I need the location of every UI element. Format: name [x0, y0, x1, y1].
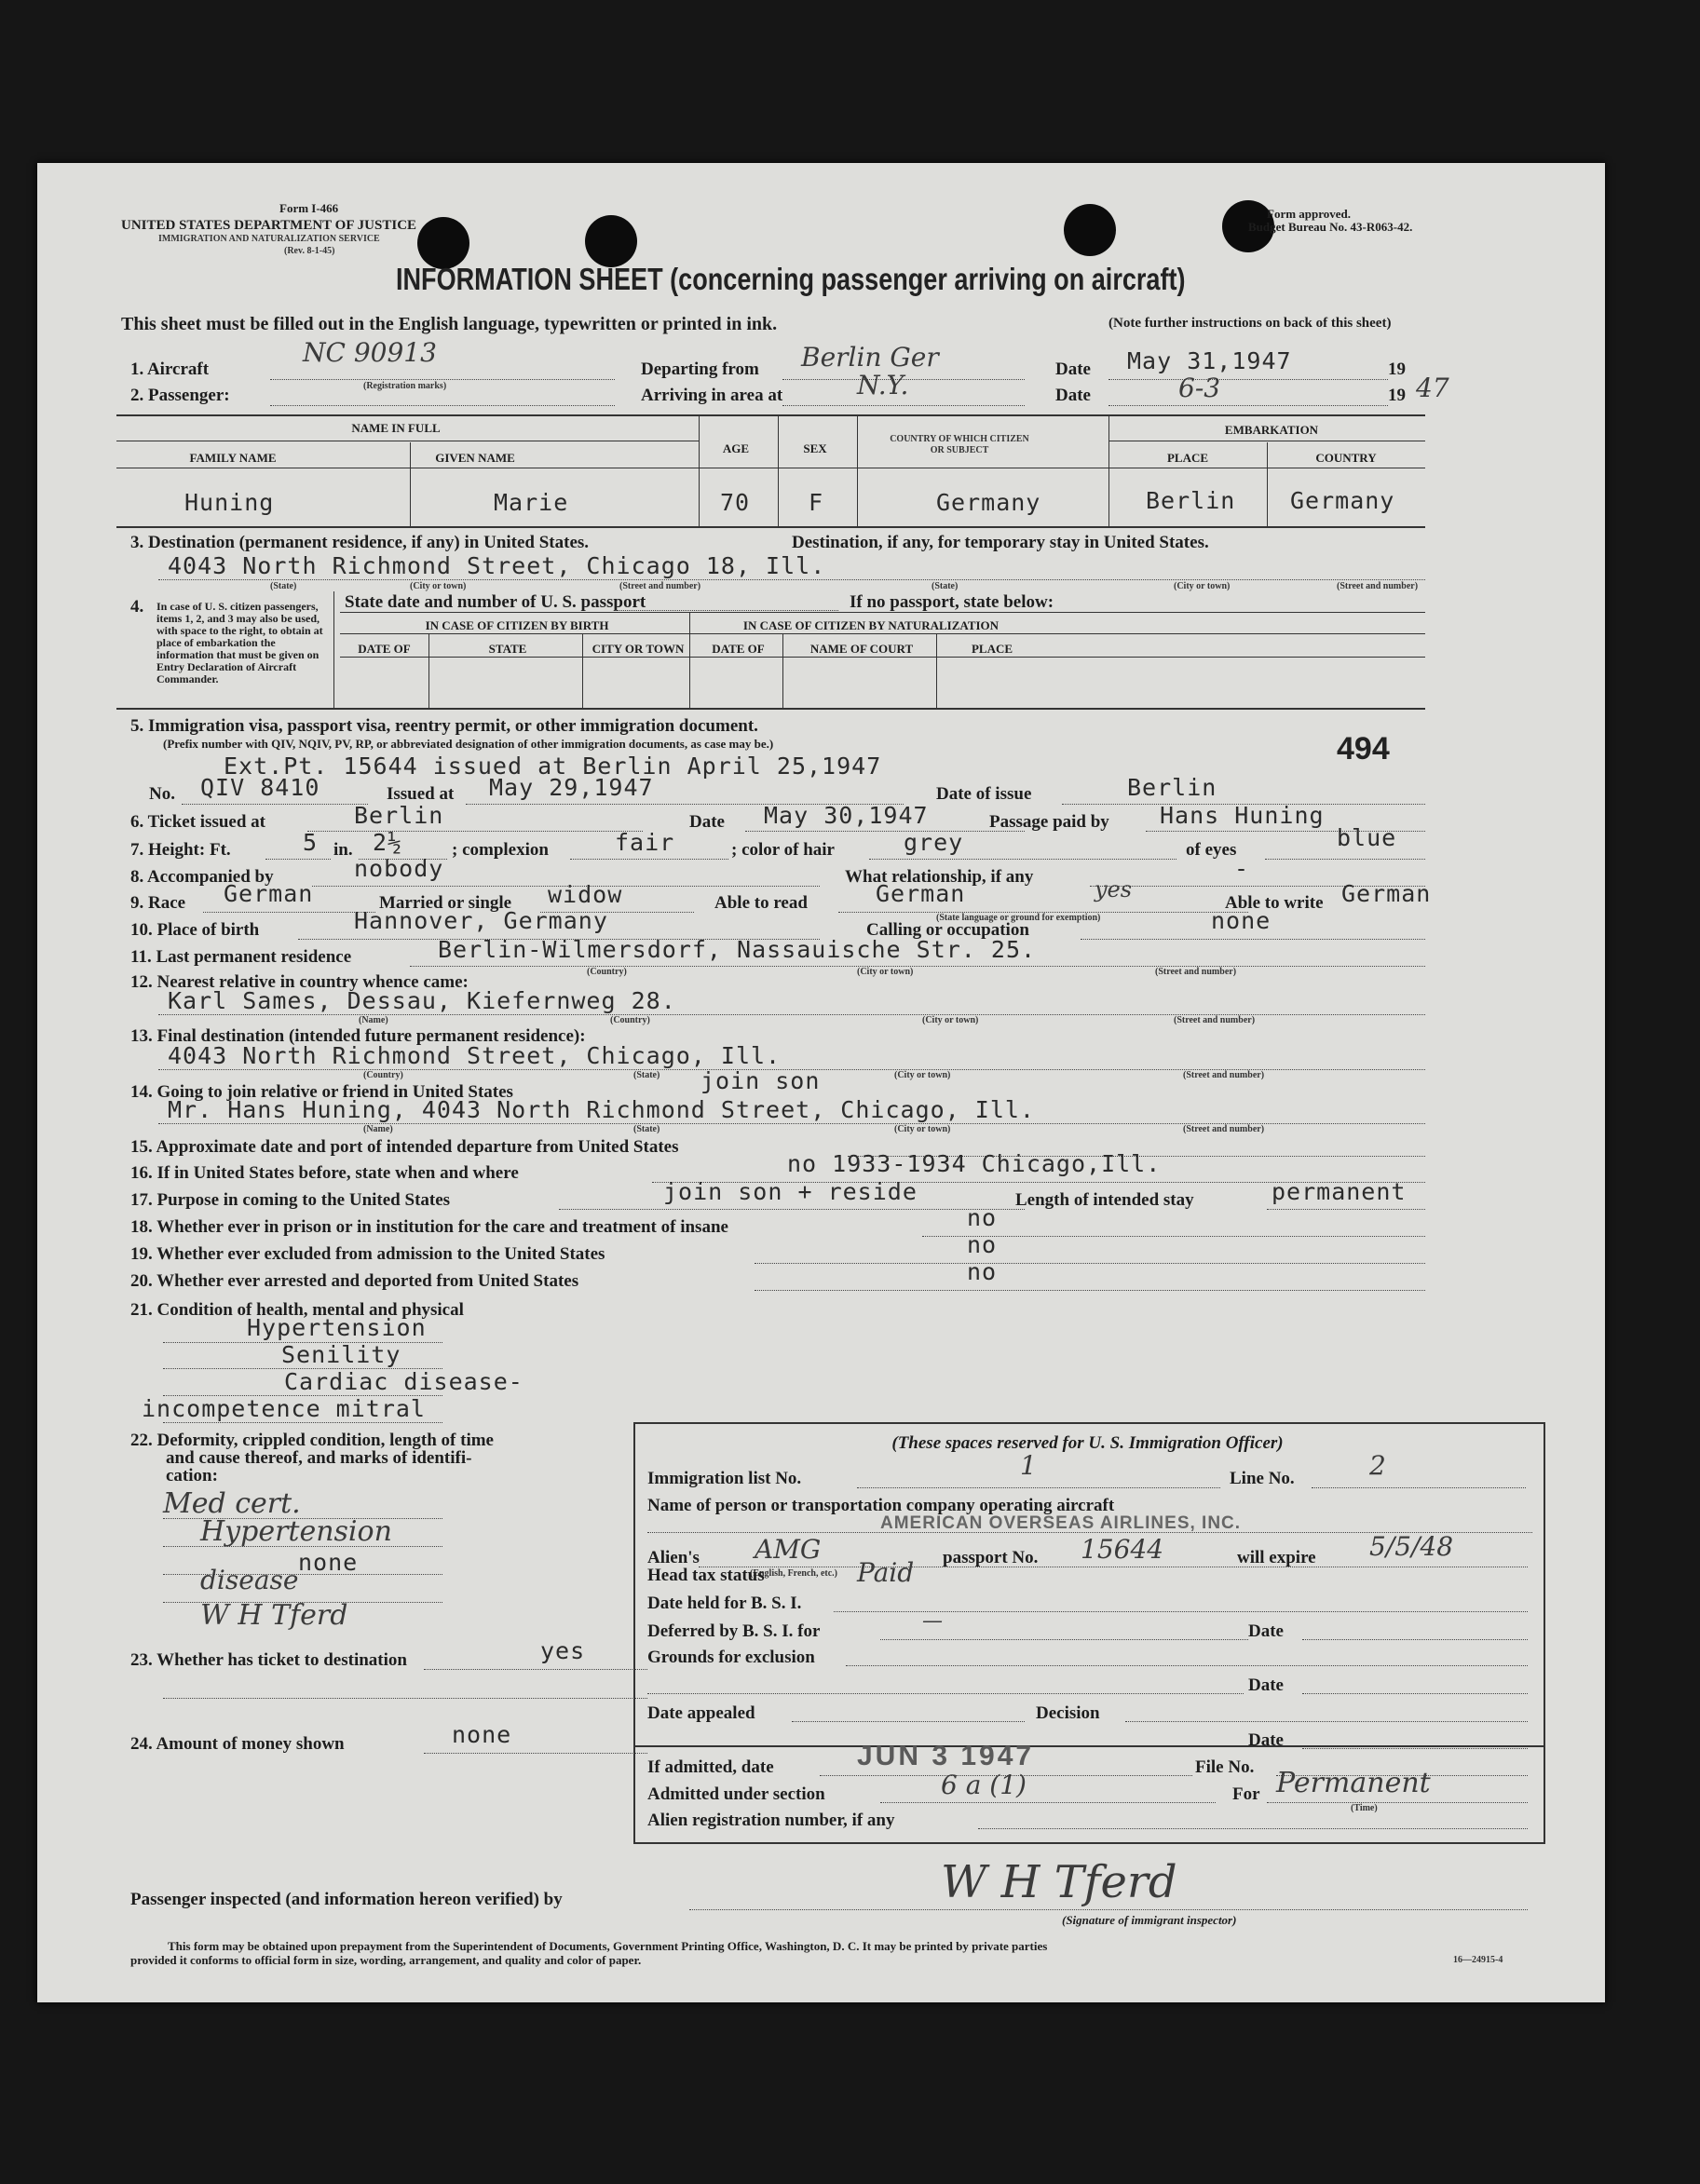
date1-value: May 31,1947: [1127, 347, 1292, 374]
line-no-value: 2: [1369, 1450, 1386, 1481]
th-state: STATE: [488, 642, 527, 656]
label-relationship: What relationship, if any: [845, 867, 1034, 887]
service: IMMIGRATION AND NATURALIZATION SERVICE: [158, 234, 380, 244]
sub-city: (City or town): [410, 581, 467, 591]
hair-value: grey: [904, 829, 964, 856]
label-departing: Departing from: [641, 359, 759, 379]
label-ticket-destination: 23. Whether has ticket to destination: [130, 1650, 407, 1670]
th-sex: SEX: [803, 441, 827, 455]
operator-stamp: AMERICAN OVERSEAS AIRLINES, INC.: [880, 1513, 1242, 1533]
th-country-2: OR SUBJECT: [930, 445, 989, 455]
label-passport-no: passport No.: [943, 1548, 1039, 1567]
health-line1: Hypertension: [247, 1314, 427, 1341]
height-ft-value: 5: [303, 829, 319, 856]
aliens-value: AMG: [755, 1534, 822, 1565]
th-date-of: DATE OF: [712, 642, 765, 656]
label-aircraft: 1. Aircraft: [130, 359, 210, 379]
label-date1: Date: [1055, 359, 1091, 379]
label-passage-paid: Passage paid by: [989, 812, 1109, 832]
label-aliens: Alien's: [647, 1548, 700, 1567]
year1: 19: [1388, 359, 1406, 379]
label-time: (Time): [1351, 1803, 1378, 1813]
label-hair: ; color of hair: [731, 840, 835, 860]
handwritten-line2: Hypertension: [200, 1515, 392, 1548]
label-nearest-relative: 12. Nearest relative in country whence came:: [130, 972, 469, 992]
embark-place-value: Berlin: [1146, 487, 1236, 514]
instructions: This sheet must be filled out in the English language, typewritten or printed in ink.: [121, 314, 778, 334]
label-eyes: of eyes: [1186, 840, 1237, 860]
join-person-value: Mr. Hans Huning, 4043 North Richmond Street, Chicago, Ill.: [168, 1096, 1035, 1123]
th-embarkation: EMBARKATION: [1224, 423, 1319, 437]
inspector-signature: W H Tferd: [941, 1856, 1177, 1908]
ticket-value: Berlin: [354, 802, 444, 829]
year2-value: 47: [1416, 373, 1449, 403]
year2-prefix: 19: [1388, 386, 1406, 405]
deformity-value: none: [298, 1549, 359, 1576]
stamp-number: 494: [1337, 731, 1390, 766]
last-residence-value: Berlin-Wilmersdorf, Nassauische Str. 25.: [438, 936, 1037, 963]
sub-city: (City or town): [894, 1070, 951, 1080]
health-line4: incompetence mitral: [142, 1395, 426, 1422]
citizen-value: Germany: [936, 489, 1041, 516]
height-in-value: 2½: [373, 829, 403, 856]
passport-no-value: 15644: [1081, 1534, 1164, 1565]
label-birth-place: 10. Place of birth: [130, 920, 260, 940]
immigration-list-value: 1: [1020, 1450, 1037, 1481]
label-ticket-date: Date: [689, 812, 725, 832]
label-passenger: 2. Passenger:: [130, 386, 230, 405]
going-to-join-value: join son: [700, 1067, 821, 1094]
label-for: For: [1232, 1784, 1260, 1804]
budget-bureau: Budget Bureau No. 43-R063-42.: [1248, 220, 1413, 234]
label-visa: 5. Immigration visa, passport visa, reentry permit, or other immigration document.: [130, 716, 758, 736]
prison-value: no: [967, 1204, 998, 1231]
footer-line2: provided it conforms to official form in size, wording, arrangement, and quality and color of paper.: [130, 1953, 642, 1967]
label-deformity-2: and cause thereof, and marks of identifi-: [166, 1448, 472, 1468]
label-health: 21. Condition of health, mental and physical: [130, 1300, 464, 1320]
ticket-destination-value: yes: [540, 1637, 586, 1664]
for-value: Permanent: [1276, 1767, 1431, 1799]
read-yes-value: yes: [1095, 876, 1133, 902]
th-family-name: FAMILY NAME: [189, 451, 277, 465]
note: (Note further instructions on back of this sheet): [1108, 316, 1392, 331]
birth-place-value: Hannover, Germany: [354, 907, 608, 934]
sub-street: (Street and number): [1337, 581, 1419, 591]
sub-name: (Name): [363, 1124, 393, 1134]
sub-city: (City or town): [1174, 581, 1231, 591]
issued-at-value: May 29,1947: [489, 774, 654, 801]
label-previous-us: 16. If in United States before, state when and where: [130, 1163, 519, 1183]
sub-state: (State): [633, 1124, 660, 1134]
th-citizen-birth: IN CASE OF CITIZEN BY BIRTH: [425, 618, 609, 632]
excluded-value: no: [967, 1231, 998, 1258]
label-departure: 15. Approximate date and port of intended departure from United States: [130, 1137, 679, 1157]
previous-us-value: no 1933-1934 Chicago,Ill.: [787, 1150, 1162, 1177]
accompanied-value: nobody: [354, 855, 444, 882]
label-alien-registration: Alien registration number, if any: [647, 1811, 895, 1830]
label-in: in.: [333, 840, 353, 860]
label-if-admitted: If admitted, date: [647, 1757, 774, 1777]
label-going-to-join: 14. Going to join relative or friend in United States: [130, 1082, 513, 1102]
label-date-c: Date: [1248, 1730, 1284, 1750]
date-of-issue-value: Berlin: [1127, 774, 1217, 801]
admitted-section-value: 6 a (1): [941, 1770, 1027, 1800]
label-grounds: Grounds for exclusion: [647, 1648, 815, 1667]
label-item4: 4.: [130, 597, 144, 617]
label-married: Married or single: [379, 893, 512, 913]
label-line-no: Line No.: [1230, 1469, 1295, 1488]
label-inspected: Passenger inspected (and information hereon verified) by: [130, 1890, 563, 1909]
label-date-a: Date: [1248, 1621, 1284, 1641]
label-ticket: 6. Ticket issued at: [130, 812, 265, 832]
th-name-of-court: NAME OF COURT: [809, 642, 914, 656]
sub-country: (Country): [610, 1015, 650, 1025]
passage-paid-value: Hans Huning: [1160, 802, 1325, 829]
handwritten-line1: Med cert.: [163, 1487, 301, 1520]
label-head-tax: Head tax status: [647, 1566, 765, 1585]
sub-city: (City or town): [857, 967, 914, 977]
label-final-destination: 13. Final destination (intended future permanent residence):: [130, 1026, 586, 1046]
label-date2: Date: [1055, 386, 1091, 405]
date2-value: 6-3: [1178, 373, 1221, 403]
th-given-name: GIVEN NAME: [435, 451, 515, 465]
revision: (Rev. 8-1-45): [284, 246, 335, 256]
th-city-town: CITY OR TOWN: [592, 642, 685, 656]
label-read: Able to read: [714, 893, 808, 913]
aircraft-value: NC 90913: [303, 337, 437, 368]
visa-text: Ext.Pt. 15644 issued at Berlin April 25,1947: [224, 753, 882, 780]
label-decision: Decision: [1036, 1703, 1100, 1723]
label-occupation: Calling or occupation: [866, 920, 1029, 940]
sub-street: (Street and number): [1155, 967, 1237, 977]
sub-street: (Street and number): [1183, 1124, 1265, 1134]
family-name-value: Huning: [184, 489, 275, 516]
label-signature: (Signature of immigrant inspector): [1062, 1913, 1237, 1927]
given-name-value: Marie: [494, 489, 569, 516]
label-date-appealed: Date appealed: [647, 1703, 755, 1723]
th-date-of: DATE OF: [358, 642, 411, 656]
label-visa-note: (Prefix number with QIV, NQIV, PV, RP, or abbreviated designation of other immigration documents, as case may be.): [163, 737, 774, 751]
relationship-value: -: [1234, 855, 1250, 882]
registration-marks: (Registration marks): [363, 381, 447, 391]
th-name-in-full: NAME IN FULL: [351, 421, 441, 435]
label-file-no: File No.: [1195, 1757, 1255, 1777]
label-date-of-issue: Date of issue: [936, 784, 1032, 804]
label-date-held: Date held for B. S. I.: [647, 1594, 802, 1613]
page-title: INFORMATION SHEET (concerning passenger arriving on aircraft): [396, 262, 1186, 296]
label-date-b: Date: [1248, 1675, 1284, 1695]
complexion-value: fair: [615, 829, 675, 856]
label-prison: 18. Whether ever in prison or in institution for the care and treatment of insane: [130, 1217, 728, 1237]
label-temp-stay: Destination, if any, for temporary stay in United States.: [792, 533, 1209, 552]
department: UNITED STATES DEPARTMENT OF JUSTICE: [121, 218, 417, 233]
sub-country: (Country): [587, 967, 627, 977]
sub-state: (State): [633, 1070, 660, 1080]
label-passport: State date and number of U. S. passport: [345, 592, 646, 612]
label-complexion: ; complexion: [452, 840, 549, 860]
sub-street: (Street and number): [619, 581, 701, 591]
label-issued-at: Issued at: [387, 784, 455, 804]
th-place2: PLACE: [971, 642, 1013, 656]
label-deformity: 22. Deformity, crippled condition, length of time: [130, 1431, 494, 1450]
sub-state: (State): [932, 581, 959, 591]
label-deferred: Deferred by B. S. I. for: [647, 1621, 821, 1641]
label-stay-length: Length of intended stay: [1015, 1190, 1194, 1210]
label-read-note: (State language or ground for exemption): [936, 913, 1101, 923]
head-tax-value: Paid: [857, 1557, 915, 1588]
destination-value: 4043 North Richmond Street, Chicago 18, Ill.: [168, 552, 826, 579]
label-purpose: 17. Purpose in coming to the United States: [130, 1190, 451, 1210]
embark-country-value: Germany: [1290, 487, 1395, 514]
label-no-passport: If no passport, state below:: [850, 592, 1054, 612]
th-citizen-naturalization: IN CASE OF CITIZEN BY NATURALIZATION: [742, 618, 1000, 632]
purpose-value: join son + reside: [663, 1178, 918, 1205]
money-value: none: [452, 1721, 512, 1748]
read-value: German: [876, 880, 966, 907]
label-race: 9. Race: [130, 893, 186, 913]
sub-state: (State): [270, 581, 297, 591]
label-immigration-list: Immigration list No.: [647, 1469, 802, 1488]
punch-hole: [585, 215, 637, 267]
sub-city: (City or town): [894, 1124, 951, 1134]
sub-street: (Street and number): [1174, 1015, 1256, 1025]
admitted-stamp: JUN 3 1947: [857, 1741, 1035, 1771]
write-value: German: [1341, 880, 1432, 907]
health-line2: Senility: [281, 1341, 401, 1368]
information-sheet: [37, 163, 1605, 2002]
sub-name: (Name): [359, 1015, 388, 1025]
final-destination-value: 4043 North Richmond Street, Chicago, Ill.: [168, 1042, 782, 1069]
label-deported: 20. Whether ever arrested and deported from United States: [130, 1271, 579, 1291]
label-arriving: Arriving in area at: [641, 386, 783, 405]
th-country: COUNTRY OF WHICH CITIZEN: [890, 434, 1029, 444]
th-age: AGE: [722, 441, 750, 455]
sex-value: F: [809, 489, 824, 516]
arriving-value: N.Y.: [857, 370, 909, 400]
handwritten-signature-1: W H Tferd: [200, 1599, 348, 1632]
handwritten-line3: disease: [200, 1565, 299, 1595]
label-height: 7. Height: Ft.: [130, 840, 231, 860]
label-last-residence: 11. Last permanent residence: [130, 947, 352, 967]
will-expire-value: 5/5/48: [1369, 1531, 1454, 1562]
label-accompanied: 8. Accompanied by: [130, 867, 274, 887]
label-deformity-3: cation:: [166, 1466, 218, 1485]
sub-city: (City or town): [922, 1015, 979, 1025]
label-money: 24. Amount of money shown: [130, 1734, 345, 1754]
label-operator: Name of person or transportation company operating aircraft: [647, 1496, 1115, 1515]
occupation-value: none: [1211, 907, 1272, 934]
label-no: No.: [149, 784, 175, 804]
th-place: PLACE: [1166, 451, 1209, 465]
married-value: widow: [548, 881, 623, 908]
race-value: German: [224, 880, 314, 907]
sub-country: (Country): [363, 1070, 403, 1080]
item4-text: In case of U. S. citizen passengers, items 1, 2, and 3 may also be used, with space to the right, to obtain at place of embarkation the information that must be given on Entry Declaration of Aircraft Commander.: [156, 600, 323, 685]
footer-code: 16—24915-4: [1453, 1955, 1503, 1965]
no-value: QIV 8410: [200, 774, 320, 801]
health-line3: Cardiac disease-: [284, 1368, 524, 1395]
deferred-value: —: [922, 1609, 943, 1633]
form-approved: Form approved.: [1267, 207, 1352, 221]
eyes-value: blue: [1337, 824, 1397, 851]
form-number: Form I-466: [279, 201, 339, 215]
officer-box-title: (These spaces reserved for U. S. Immigration Officer): [891, 1433, 1284, 1453]
nearest-relative-value: Karl Sames, Dessau, Kiefernweg 28.: [168, 987, 676, 1014]
th-country2: COUNTRY: [1315, 451, 1377, 465]
punch-hole: [1064, 204, 1116, 256]
label-excluded: 19. Whether ever excluded from admission to the United States: [130, 1244, 605, 1264]
stay-length-value: permanent: [1272, 1178, 1407, 1205]
age-value: 70: [720, 489, 751, 516]
departing-value: Berlin Ger: [801, 342, 939, 373]
sub-street: (Street and number): [1183, 1070, 1265, 1080]
officer-box-lower: [633, 1743, 1545, 1844]
label-language-note: (English, French, etc.): [750, 1568, 837, 1579]
deported-value: no: [967, 1258, 998, 1285]
label-write: Able to write: [1225, 893, 1324, 913]
label-admitted-section: Admitted under section: [647, 1784, 825, 1804]
label-destination: 3. Destination (permanent residence, if any) in United States.: [130, 533, 590, 552]
label-will-expire: will expire: [1237, 1548, 1316, 1567]
footer-line1: This form may be obtained upon prepayment from the Superintendent of Documents, Government Printing Office, Washington, D. C. It may be printed by private parties: [168, 1939, 1048, 1953]
ticket-date-value: May 30,1947: [764, 802, 929, 829]
